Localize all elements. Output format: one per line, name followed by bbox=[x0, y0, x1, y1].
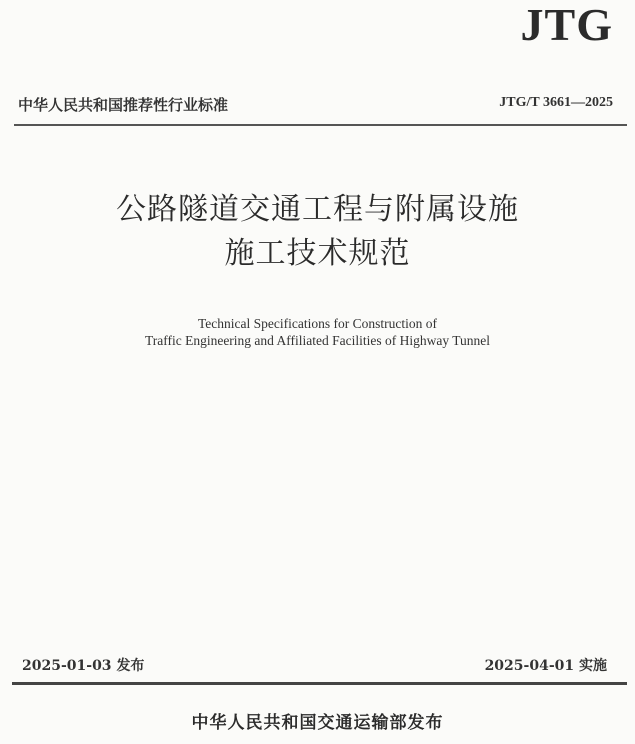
english-title-line-2: Traffic Engineering and Affiliated Facilities of Highway Tunnel bbox=[144, 333, 491, 348]
implementation-date-value: 2025-04-01 bbox=[484, 658, 575, 674]
english-title bbox=[0, 315, 635, 349]
chinese-title-line-2: 施工技术规范 bbox=[224, 236, 411, 271]
standard-code: JTG/T 3661—2025 bbox=[499, 95, 613, 110]
footer-divider bbox=[12, 682, 627, 685]
issue-date-label: 发布 bbox=[116, 658, 145, 674]
implementation-date-label: 实施 bbox=[579, 658, 607, 674]
chinese-title-line-1: 公路隧道交通工程与附属设施 bbox=[116, 192, 519, 227]
issue-date-value: 2025-01-03 bbox=[22, 658, 112, 674]
issue-date bbox=[22, 655, 144, 675]
english-title-line-1: Technical Specifications for Construction of bbox=[198, 316, 437, 331]
chinese-title bbox=[0, 188, 635, 276]
jtg-logo: JTG bbox=[520, 0, 613, 50]
header-divider bbox=[14, 124, 627, 126]
standard-type-label: 中华人民共和国推荐性行业标准 bbox=[18, 96, 229, 114]
publisher: 中华人民共和国交通运输部发布 bbox=[191, 713, 444, 733]
implementation-date bbox=[485, 655, 607, 675]
